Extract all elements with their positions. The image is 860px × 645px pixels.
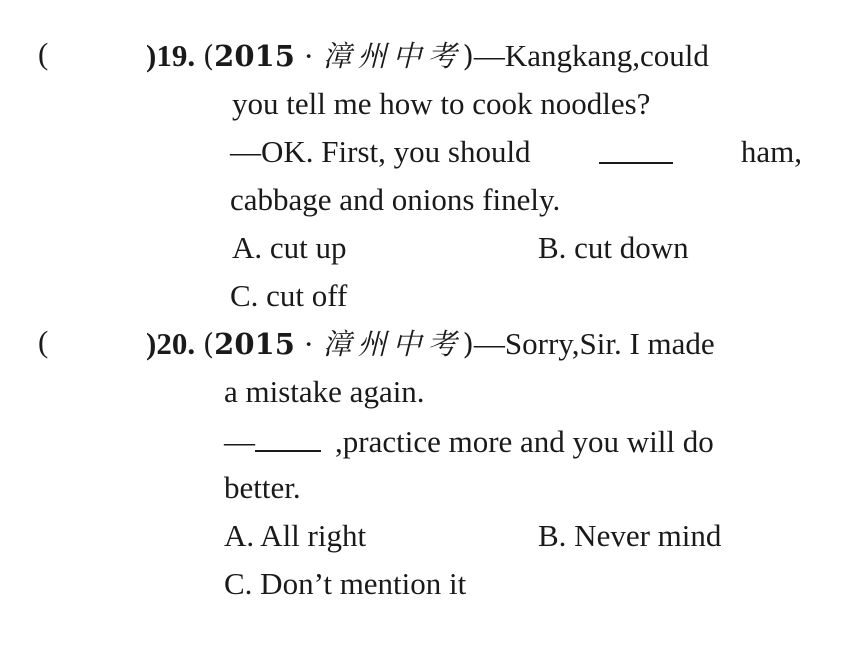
answer-blank: [599, 132, 673, 164]
stem-text: a mistake again.: [224, 374, 425, 409]
option-c: C. Don’t mention it: [224, 566, 467, 601]
option-b: B. Never mind: [538, 518, 722, 553]
stem-text-with-blank: — ,practice more and you will do: [224, 420, 714, 462]
answer-blank: [255, 420, 321, 452]
option-a: A. All right: [224, 518, 367, 553]
stem-text: —Sorry,Sir. I made: [473, 326, 715, 361]
stem-text: you tell me how to cook noodles?: [232, 86, 651, 121]
stem-text: cabbage and onions finely.: [230, 182, 561, 217]
option-a: A. cut up: [232, 230, 347, 265]
question-source: (2015 · 漳州中考): [202, 327, 474, 361]
stem-text: better.: [224, 470, 301, 505]
option-b: B. cut down: [538, 230, 689, 265]
answer-paren-open: (: [38, 36, 49, 71]
question-number: )19.: [146, 38, 196, 73]
question-number: )20.: [146, 326, 196, 361]
question-source: (2015 · 漳州中考): [202, 39, 474, 73]
question-header: [146, 36, 709, 76]
option-c: C. cut off: [230, 278, 348, 313]
stem-text-with-blank: —OK. First, you should ham,: [230, 134, 802, 169]
question-header: [146, 324, 715, 364]
answer-paren-open: (: [38, 324, 49, 359]
stem-text: —Kangkang,could: [473, 38, 709, 73]
